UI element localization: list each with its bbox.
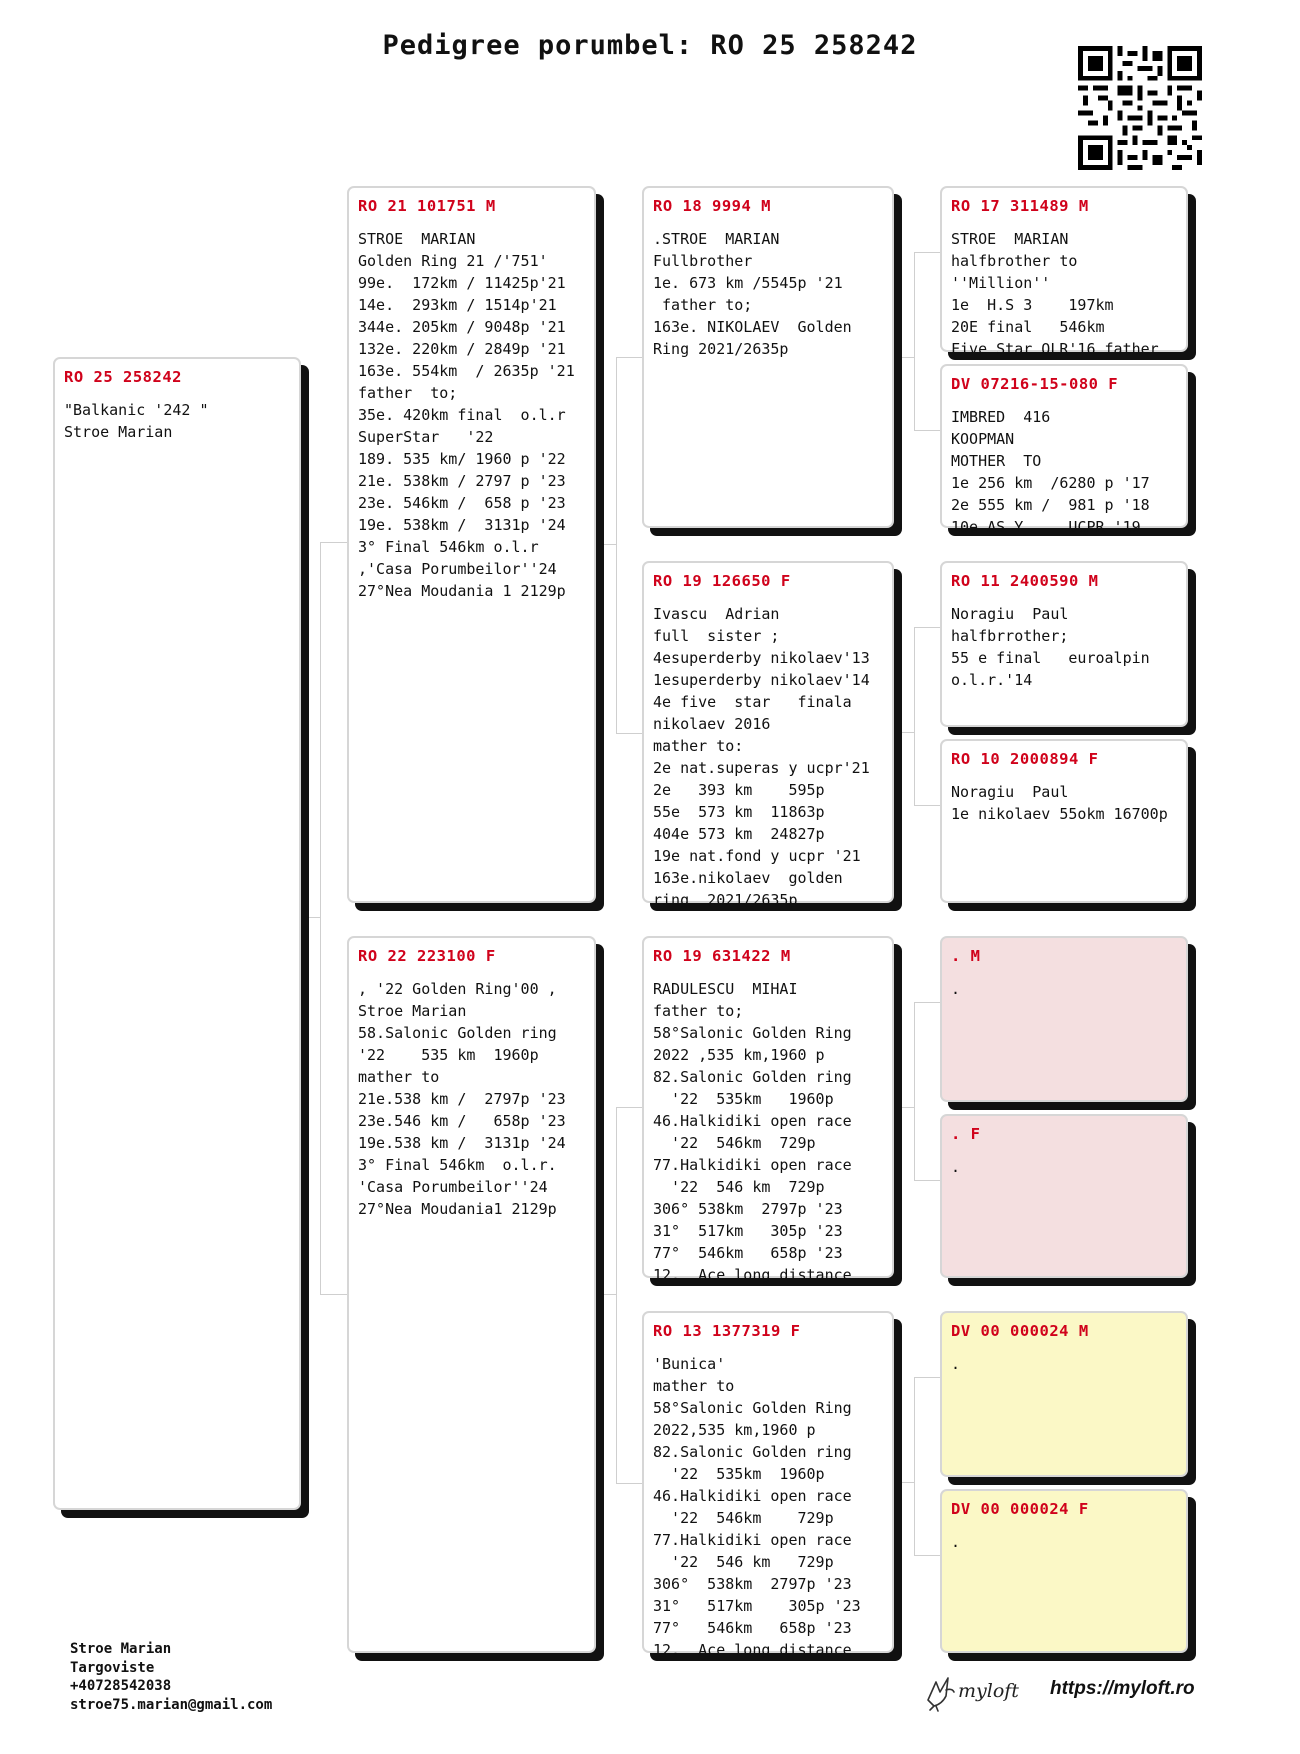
connector-ss-tick bbox=[894, 357, 914, 358]
pigeon-notes: "Balkanic '242 " Stroe Marian bbox=[64, 401, 209, 441]
subject-card[interactable] bbox=[53, 357, 301, 1510]
connector-ds-parents bbox=[914, 1002, 942, 1181]
pigeon-notes: Noragiu Paul halfbrrother; 55 e final euroalpin o.l.r.'14 bbox=[951, 605, 1150, 689]
connector-ss-parents bbox=[914, 252, 942, 431]
connector-dam-tick bbox=[596, 1294, 616, 1295]
ring-number: RO 18 9994 M bbox=[653, 197, 771, 215]
dam-card[interactable] bbox=[347, 936, 596, 1653]
breeder-phone: +40728542038 bbox=[70, 1678, 172, 1694]
pigeon-notes: 'Bunica' mather to 58°Salonic Golden Ring 2022,535 km,1960 p 82.Salonic Golden ring '22 535km 1960p 46.Halkidiki open race '22 546km 729p 77.Halkidiki open race '22 546 km 729p 306° 538km 2797p '23 31° 517km 305p '23 77° 546km 658p '23 12. Ace long distance bbox=[653, 1355, 861, 1659]
pigeon-notes: .STROE MARIAN Fullbrother 1e. 673 km /5545p '21 father to; 163e. NIKOLAEV Golden Ring 2021/2635p bbox=[653, 230, 852, 358]
ring-number: RO 19 631422 M bbox=[653, 947, 791, 965]
connector-dam-parents bbox=[616, 1107, 644, 1484]
dam-sire-sire-card[interactable] bbox=[940, 936, 1188, 1102]
ring-number: RO 19 126650 F bbox=[653, 572, 791, 590]
sire-sire-card[interactable] bbox=[642, 186, 894, 528]
breeder-contact bbox=[70, 1640, 272, 1714]
ring-number: DV 00 000024 F bbox=[951, 1500, 1089, 1518]
dam-sire-card[interactable] bbox=[642, 936, 894, 1284]
ring-number: RO 10 2000894 F bbox=[951, 750, 1099, 768]
pigeon-notes: . bbox=[951, 1158, 961, 1176]
connector-subject-parents bbox=[320, 542, 349, 1295]
connector-ds-tick bbox=[894, 1107, 914, 1108]
breeder-email[interactable]: stroe75.marian@gmail.com bbox=[70, 1696, 273, 1713]
ring-number: RO 17 311489 M bbox=[951, 197, 1089, 215]
ring-number: DV 07216-15-080 F bbox=[951, 375, 1119, 393]
connector-sire-parents bbox=[616, 357, 644, 734]
pigeon-notes: IMBRED 416 KOOPMAN MOTHER TO 1e 256 km /6280 p '17 2e 555 km / 981 p '18 10e AS Y UCPR '19 bbox=[951, 408, 1150, 536]
connector-sd-tick bbox=[894, 732, 914, 733]
pigeon-notes: Noragiu Paul 1e nikolaev 55okm 16700p bbox=[951, 783, 1168, 823]
ring-number: RO 13 1377319 F bbox=[653, 1322, 801, 1340]
ring-number: RO 11 2400590 M bbox=[951, 572, 1099, 590]
ring-number: . F bbox=[951, 1125, 981, 1143]
dam-sire-dam-card[interactable] bbox=[940, 1114, 1188, 1278]
connector-sire-tick bbox=[596, 544, 616, 545]
ring-number: . M bbox=[951, 947, 981, 965]
dam-dam-dam-card[interactable] bbox=[940, 1489, 1188, 1653]
pigeon-notes: , '22 Golden Ring'00 , Stroe Marian 58.Salonic Golden ring '22 535 km 1960p mather to 21e.538 km / 2797p '23 23e.546 km / 658p '23 19e.538 km / 3131p '24 3° Final 546km o.l.r. 'Casa Porumbeilor''24 27°Nea Moudania1 2129p bbox=[358, 980, 566, 1218]
sire-sire-sire-card[interactable] bbox=[940, 186, 1188, 358]
pigeon-notes: Ivascu Adrian full sister ; 4esuperderby nikolaev'13 1esuperderby nikolaev'14 4e five star finala nikolaev 2016 mather to: 2e nat.superas y ucpr'21 2e 393 km 595p 55e 573 km 11863p 404e 573 km 24827p 19e nat.fond y ucpr '21 163e.nikolaev golden ring 2021/2635p bbox=[653, 605, 870, 909]
pigeon-notes: RADULESCU MIHAI father to; 58°Salonic Golden Ring 2022 ,535 km,1960 p 82.Salonic Golden ring '22 535km 1960p 46.Halkidiki open race '22 546km 729p 77.Halkidiki open race '22 546 km 729p 306° 538km 2797p '23 31° 517km 305p '23 77° 546km 658p '23 12. Ace long distance bbox=[653, 980, 852, 1284]
pigeon-notes: . bbox=[951, 980, 961, 998]
ring-number: RO 21 101751 M bbox=[358, 197, 496, 215]
sire-dam-card[interactable] bbox=[642, 561, 894, 909]
brand-url-link[interactable]: https://myloft.ro bbox=[1050, 1678, 1195, 1699]
sire-sire-dam-card[interactable] bbox=[940, 364, 1188, 536]
dam-dam-sire-card[interactable] bbox=[940, 1311, 1188, 1477]
sire-dam-dam-card[interactable] bbox=[940, 739, 1188, 903]
connector-dd-parents bbox=[914, 1377, 942, 1556]
connector-subject-tick bbox=[300, 917, 320, 918]
breeder-name: Stroe Marian bbox=[70, 1641, 172, 1657]
ring-number: RO 22 223100 F bbox=[358, 947, 496, 965]
pigeon-notes: STROE MARIAN Golden Ring 21 /'751' 99e. 172km / 11425p'21 14e. 293km / 1514p'21 344e. 205km / 9048p '21 132e. 220km / 2849p '21 163e. 554km / 2635p '21 father to; 35e. 420km final o.l.r SuperStar '22 189. 535 km/ 1960 p '22 21e. 538km / 2797 p '23 23e. 546km / 658 p '23 19e. 538km / 3131p '24 3° Final 546km o.l.r ,'Casa Porumbeilor''24 27°Nea Moudania 1 2129p bbox=[358, 230, 575, 600]
pigeon-notes: STROE MARIAN halfbrother to ''Million'' 1e H.S 3 197km 20E final 546km Five Star OLR'16 father bbox=[951, 230, 1159, 358]
qr-code bbox=[1078, 46, 1202, 170]
page-title: Pedigree porumbel: RO 25 258242 bbox=[382, 30, 918, 61]
pigeon-notes: . bbox=[951, 1533, 961, 1551]
connector-sd-parents bbox=[914, 627, 942, 806]
ring-number: DV 00 000024 M bbox=[951, 1322, 1089, 1340]
dam-dam-card[interactable] bbox=[642, 1311, 894, 1659]
sire-dam-sire-card[interactable] bbox=[940, 561, 1188, 727]
sire-card[interactable] bbox=[347, 186, 596, 903]
pigeon-notes: . bbox=[951, 1355, 961, 1373]
ring-number: RO 25 258242 bbox=[64, 368, 182, 386]
connector-dd-tick bbox=[894, 1482, 914, 1483]
brand-name: myloft bbox=[958, 1680, 1019, 1702]
breeder-city: Targoviste bbox=[70, 1659, 155, 1676]
